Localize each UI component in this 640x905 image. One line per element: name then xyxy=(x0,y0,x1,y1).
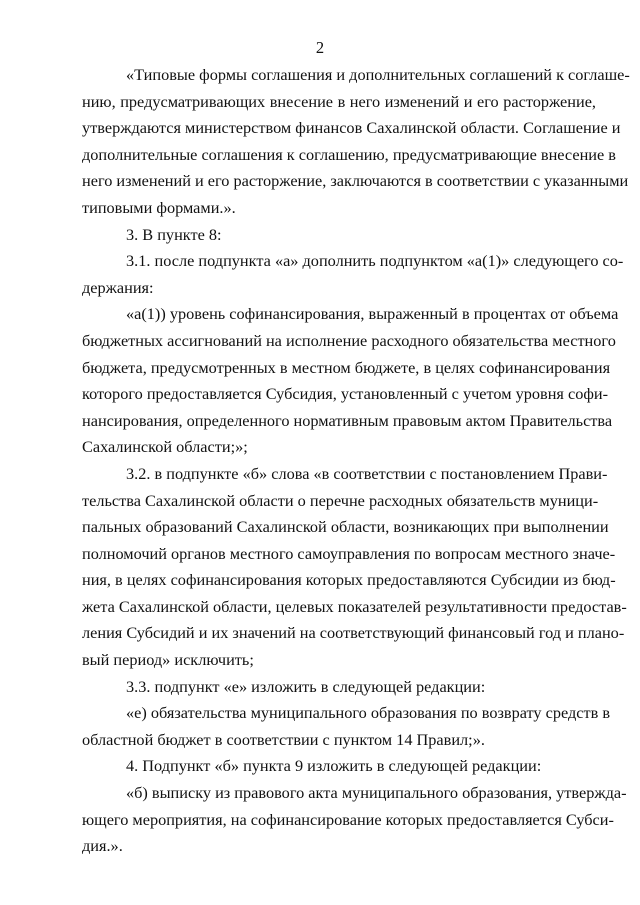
paragraph xyxy=(82,753,596,780)
paragraph xyxy=(82,62,630,222)
text-line: утверждаются министерством финансов Сахалинской области. Соглашение и xyxy=(82,118,621,138)
text-line: него изменений и его расторжение, заключаются в соответствии с указанными xyxy=(82,171,629,191)
paragraph xyxy=(82,301,619,461)
text-line: бюджета, предусмотренных в местном бюджете, в целях софинансирования xyxy=(82,357,611,377)
text-line: «Типовые формы соглашения и дополнительных соглашений к соглаше- xyxy=(126,65,630,84)
paragraph xyxy=(82,461,627,674)
paragraph xyxy=(82,700,611,753)
text-line: областной бюджет в соответствии с пунктом 14 Правил;». xyxy=(82,729,485,749)
text-line: ния, в целях софинансирования которых предоставляются Субсидии из бюд- xyxy=(82,570,616,590)
text-line: тельства Сахалинской области о перечне расходных обязательств муници- xyxy=(82,490,599,510)
text-line: ющего мероприятия, на софинансирование которых предоставляется Субси- xyxy=(82,809,614,829)
text-line: 3.3. подпункт «е» изложить в следующей редакции: xyxy=(126,676,486,696)
text-line: 3.1. после подпункта «а» дополнить подпунктом «а(1)» следующего со- xyxy=(126,251,624,271)
text-line: Сахалинской области;»; xyxy=(82,437,248,457)
text-line: 3. В пункте 8: xyxy=(126,224,222,244)
text-line: вый период» исключить; xyxy=(82,650,254,670)
text-line: ления Субсидий и их значений на соответствующий финансовый год и плано- xyxy=(82,623,625,643)
text-line: 3.2. в подпункте «б» слова «в соответствии с постановлением Прави- xyxy=(126,463,608,483)
paragraph xyxy=(82,674,596,701)
document-body xyxy=(82,62,630,860)
text-line: 4. Подпункт «б» пункта 9 изложить в следующей редакции: xyxy=(126,756,542,776)
text-line: «а(1)) уровень софинансирования, выраженный в процентах от объема xyxy=(126,304,619,324)
text-line: дия.». xyxy=(82,836,123,856)
text-line: нансирования, определенного нормативным правовым актом Правительства xyxy=(82,410,613,430)
text-line: которого предоставляется Субсидия, установленный с учетом уровня софи- xyxy=(82,384,609,404)
text-line: нию, предусматривающих внесение в него изменений и его расторжение, xyxy=(82,91,596,111)
text-line: дополнительные соглашения к соглашению, предусматривающие внесение в xyxy=(82,144,616,164)
paragraph xyxy=(82,222,596,249)
text-line: «б) выписку из правового акта муниципального образования, утвержда- xyxy=(126,783,627,803)
text-line: держания: xyxy=(82,277,154,297)
paragraph xyxy=(82,248,624,301)
text-line: пальных образований Сахалинской области, возникающих при выполнении xyxy=(82,517,609,537)
text-line: бюджетных ассигнований на исполнение расходного обязательства местного xyxy=(82,330,616,350)
text-line: «е) обязательства муниципального образования по возврату средств в xyxy=(126,703,611,723)
text-line: жета Сахалинской области, целевых показателей результативности предостав- xyxy=(82,596,627,616)
text-line: типовыми формами.». xyxy=(82,197,236,217)
page-number: 2 xyxy=(315,38,325,57)
paragraph xyxy=(82,780,627,860)
text-line: полномочий органов местного самоуправления по вопросам местного значе- xyxy=(82,543,616,563)
